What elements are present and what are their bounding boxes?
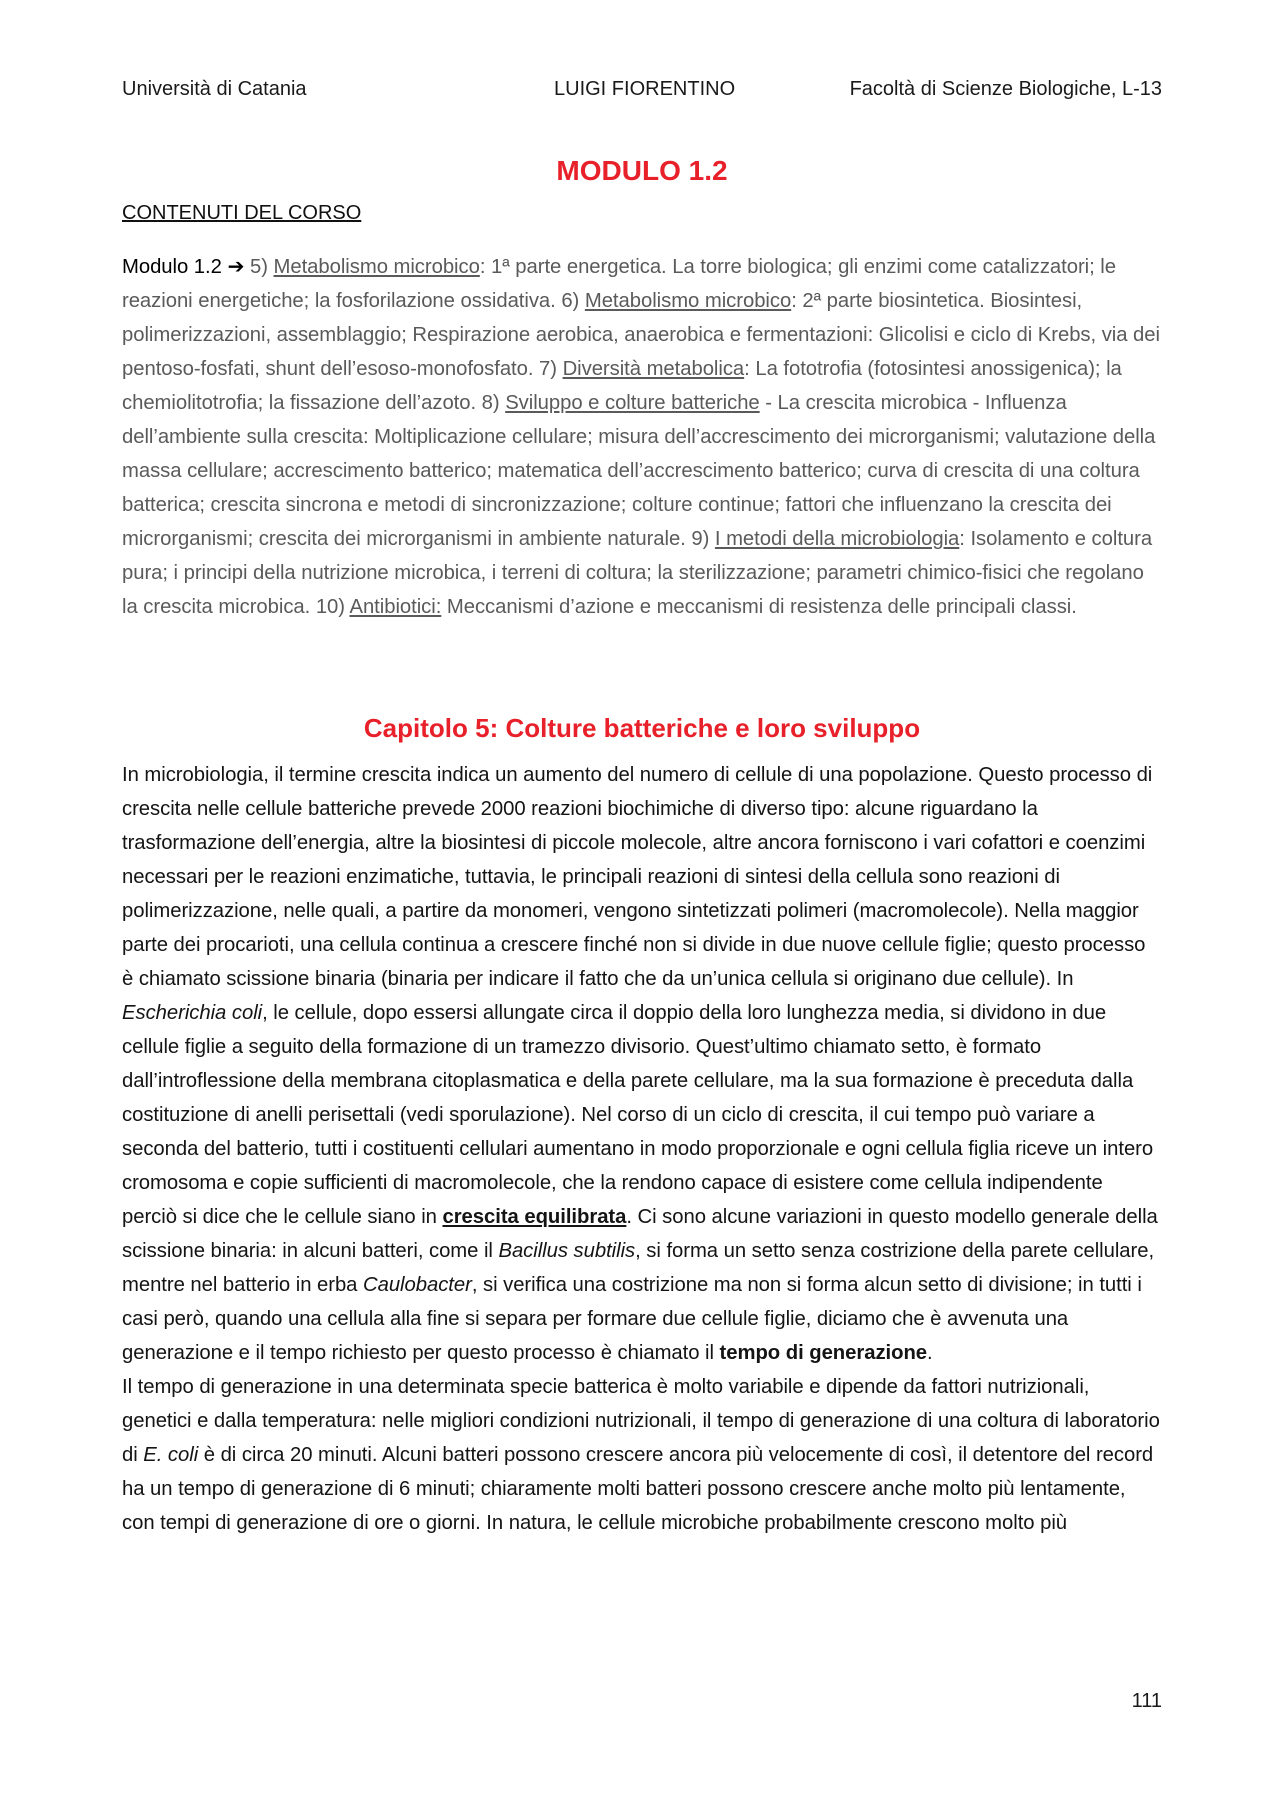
module-text: 5) [244,256,274,278]
module-text: : Isolamento e coltura pura; i principi della nutrizione microbica, i terreni di coltura; la sterilizzazione; parametri chimico-fisici che regolano la crescita microbica. 10) [122,528,1153,618]
module-title: MODULO 1.2 [556,155,728,186]
module-text: : 1ª parte energetica. La torre biologica; gli enzimi come catalizzatori; le reazioni energetiche; la fosforilazione ossidativa. 6) [122,256,1116,312]
body-text: Il tempo di generazione in una determinata specie batterica è molto variabile e dipende da fattori nutrizionali, genetici e dalla temperatura: nelle migliori condizioni nutrizionali, il tempo di generazione di una coltura di laboratorio di [122,1376,1160,1466]
body-text: In microbiologia, il termine crescita indica un aumento del numero di cellule di una popolazione. Questo processo di crescita nelle cellule batteriche prevede 2000 reazioni biochimiche di diverso tipo: alcune riguardano la trasformazione dell’energia, altre la biosintesi di piccole molecole, altre ancora forniscono i vari cofattori e coenzimi necessari per le reazioni enzimatiche, tuttavia, le principali reazioni di sintesi della cellula sono reazioni di polimerizzazione, nelle quali, a partire da monomeri, vengono sintetizzati polimeri (macromolecole). Nella maggior parte dei procarioti, una cellula continua a crescere finché non si divide in due nuove cellule figlie; questo processo è chiamato scissione binaria (binaria per indicare il fatto che da un’unica cellula si originano due cellule). In [122,764,1153,990]
topic-link: Antibiotici: [349,596,442,618]
topic-link: Metabolismo microbico [584,290,792,312]
module-contents-paragraph [122,250,1162,624]
species-name: Escherichia coli [122,1002,263,1024]
topic-link: Diversità metabolica [562,358,745,380]
page-number: 111 [1131,1690,1162,1712]
contents-heading: CONTENUTI DEL CORSO [122,202,362,224]
topic-link: Sviluppo e colture batteriche [505,392,760,414]
species-name: E. coli [143,1444,199,1466]
chapter-title: Capitolo 5: Colture batteriche e loro sviluppo [363,713,921,743]
header-faculty: Facoltà di Scienze Biologiche, L-13 [849,78,1162,100]
module-text: - La crescita microbica - Influenza dell’ambiente sulla crescita: Moltiplicazione cellulare; misura dell’accrescimento dei microrganismi; valutazione della massa cellulare; accrescimento batterico; matematica dell’accrescimento batterico; curva di crescita di una coltura batterica; crescita sincrona e metodi di sincronizzazione; colture continue; fattori che influenzano la crescita dei microrganismi; crescita dei microrganismi in ambiente naturale. 9) [122,392,1156,550]
chapter-body [122,758,1162,1540]
document-page [122,0,1162,1811]
module-text: Meccanismi d’azione e meccanismi di resistenza delle principali classi. [441,596,1077,618]
body-text: , si forma un setto senza costrizione della parete cellulare, mentre nel batterio in erba [122,1240,1155,1296]
key-term: crescita equilibrata [442,1206,627,1228]
topic-link: I metodi della microbiologia [714,528,960,550]
topic-link: Metabolismo microbico [273,256,480,278]
key-term: tempo di generazione [719,1342,928,1364]
body-text: , si verifica una costrizione ma non si forma alcun setto di divisione; in tutti i casi però, quando una cellula alla fine si separa per formare due cellule figlie, diciamo che è avvenuta una generazione e il tempo richiesto per questo processo è chiamato il [122,1274,1142,1364]
module-text: : La fototrofia (fotosintesi anossigenica); la chemiolitotrofia; la fissazione dell’azoto. 8) [122,358,1122,414]
arrow-icon: ➔ [227,256,245,278]
body-text: . [927,1342,933,1364]
species-name: Bacillus subtilis [498,1240,636,1262]
body-text: è di circa 20 minuti. Alcuni batteri possono crescere ancora più velocemente di così, il detentore del record ha un tempo di generazione di 6 minuti; chiaramente molti batteri possono crescere anche molto più lentamente, con tempi di generazione di ore o giorni. In natura, le cellule microbiche probabilmente crescono molto più [122,1444,1154,1534]
header-author: LUIGI FIORENTINO [554,78,736,100]
module-text: : 2ª parte biosintetica. Biosintesi, polimerizzazioni, assemblaggio; Respirazione aerobica, anaerobica e fermentazioni: Glicolisi e ciclo di Krebs, via dei pentoso-fosfati, shunt dell’esoso-monofosfato. 7) [122,290,1160,380]
body-text: , le cellule, dopo essersi allungate circa il doppio della loro lunghezza media, si dividono in due cellule figlie a seguito della formazione di un tramezzo divisorio. Quest’ultimo chiamato setto, è formato dall’introflessione della membrana citoplasmatica e della parete cellulare, ma la sua formazione è preceduta dalla costituzione di anelli perisettali (vedi sporulazione). Nel corso di un ciclo di crescita, il cui tempo può variare a seconda del batterio, tutti i costituenti cellulari aumentano in modo proporzionale e ogni cellula figlia riceve un intero cromosoma e copie sufficienti di macromolecole, che la rendono capace di esistere come cellula indipendente perciò si dice che le cellule siano in [122,1002,1154,1228]
species-name: Caulobacter [363,1274,472,1296]
module-lead: Modulo 1.2 [122,256,228,278]
header-university: Università di Catania [122,78,307,100]
body-text: . Ci sono alcune variazioni in questo modello generale della scissione binaria: in alcuni batteri, come il [122,1206,1158,1262]
